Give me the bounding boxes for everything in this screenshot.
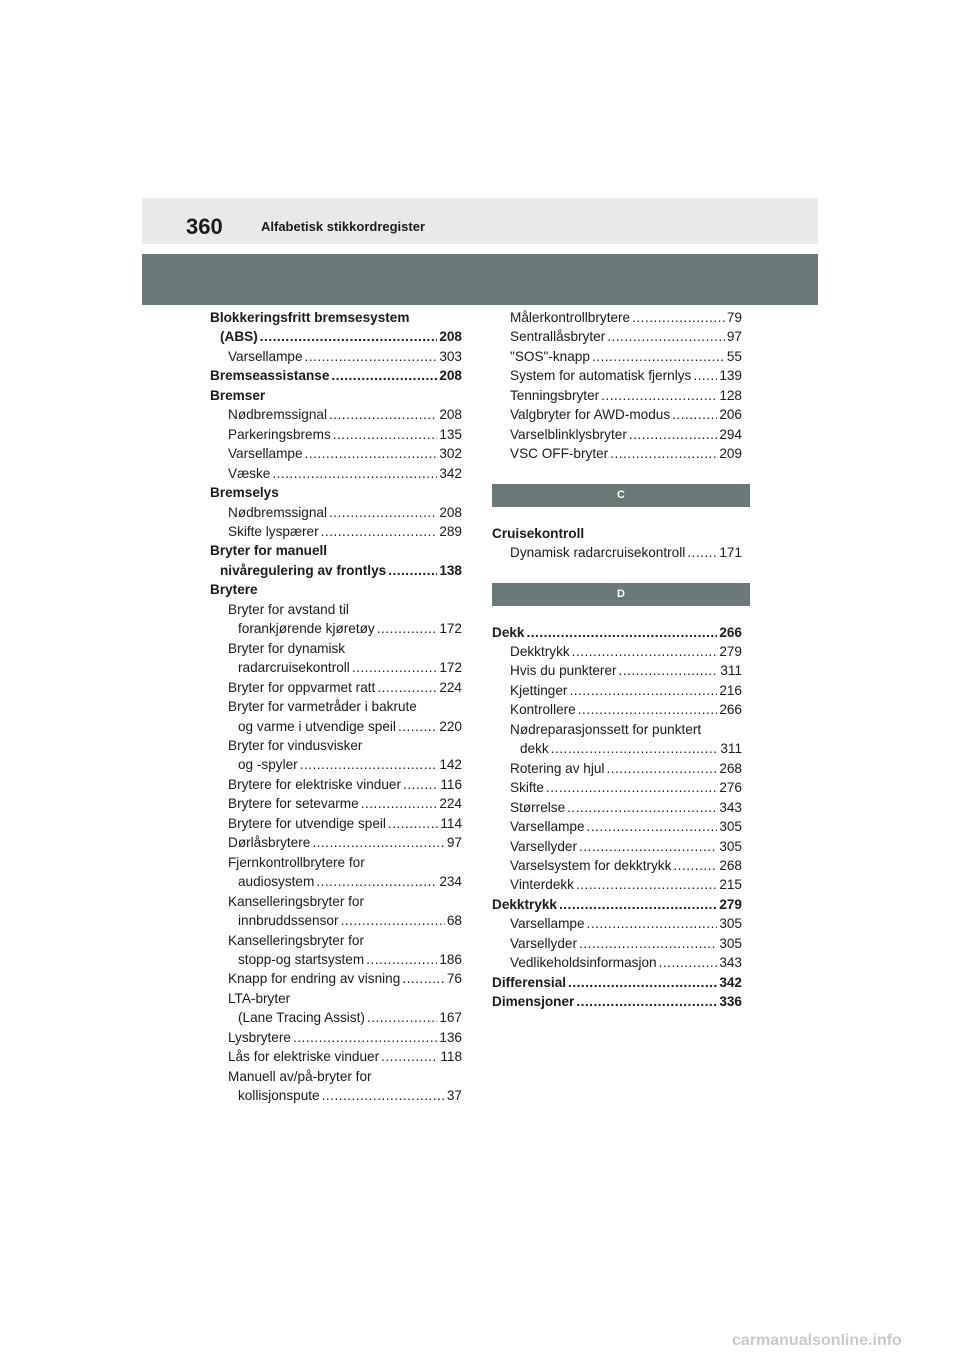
index-entry	[210, 425, 462, 444]
entry-label: og -spyler	[238, 757, 298, 773]
dot-leader	[331, 366, 437, 385]
dot-leader	[272, 464, 437, 483]
dot-leader	[377, 619, 438, 638]
entry-page-number: 343	[719, 955, 742, 971]
index-heading: Manuell av/på-bryter for	[228, 1068, 372, 1084]
entry-label: Varsellampe	[228, 348, 303, 364]
entry-page-number: 208	[439, 504, 462, 520]
entry-label: og varme i utvendige speil	[238, 718, 396, 734]
page-number: 360	[186, 214, 223, 239]
index-entry	[210, 658, 462, 677]
entry-label: Skifte lyspærer	[228, 523, 319, 539]
index-entry	[210, 969, 462, 988]
dot-leader	[527, 623, 718, 642]
entry-label: stopp-og startsystem	[238, 951, 365, 967]
index-heading: Bryter for avstand til	[228, 601, 349, 617]
index-heading: Bryter for varmetråder i bakrute	[228, 699, 417, 715]
index-entry	[210, 678, 462, 697]
entry-label: Væske	[228, 465, 271, 481]
index-heading: Bryter for vindusvisker	[228, 737, 363, 753]
entry-page-number: 224	[439, 796, 462, 812]
entry-page-number: 186	[439, 951, 462, 967]
dot-leader	[366, 950, 437, 969]
index-entry	[210, 794, 462, 813]
entry-page-number: 138	[439, 562, 462, 578]
entry-label: Varsellampe	[510, 819, 585, 835]
entry-label: Nødbremssignal	[228, 504, 327, 520]
dot-leader	[333, 425, 438, 444]
index-entry	[492, 934, 742, 953]
dot-leader	[322, 1086, 445, 1105]
dot-leader	[587, 914, 718, 933]
entry-label: Rotering av hjul	[510, 760, 605, 776]
header-band	[142, 254, 818, 305]
dot-leader	[567, 798, 717, 817]
index-entry	[492, 347, 742, 366]
dot-leader	[610, 444, 717, 463]
entry-label: Dynamisk radarcruisekontroll	[510, 545, 686, 561]
dot-leader	[659, 953, 718, 972]
entry-label: Varselsystem for dekktrykk	[510, 857, 672, 873]
dot-leader	[312, 833, 445, 852]
index-entry	[210, 561, 462, 580]
entry-page-number: 305	[719, 916, 742, 932]
entry-page-number: 215	[719, 877, 742, 893]
entry-label: VSC OFF-bryter	[510, 446, 609, 462]
index-heading: Brytere	[210, 582, 258, 598]
index-entry	[492, 914, 742, 933]
entry-label: Dørlåsbrytere	[228, 835, 311, 851]
dot-leader	[632, 308, 725, 327]
dot-leader	[381, 1047, 438, 1066]
dot-leader	[693, 366, 717, 385]
entry-page-number: 234	[439, 874, 462, 890]
entry-page-number: 128	[719, 387, 742, 403]
entry-page-number: 139	[719, 368, 742, 384]
header-bar	[142, 198, 818, 244]
entry-page-number: 136	[439, 1029, 462, 1045]
entry-page-number: 76	[446, 971, 462, 987]
dot-leader	[321, 522, 438, 541]
entry-label: Lysbrytere	[228, 1029, 291, 1045]
dot-leader	[606, 759, 717, 778]
entry-page-number: 97	[446, 835, 462, 851]
entry-page-number: 311	[720, 663, 742, 679]
entry-page-number: 343	[719, 799, 742, 815]
index-entry	[210, 405, 462, 424]
entry-page-number: 266	[719, 702, 742, 718]
entry-label: Sentrallåsbryter	[510, 329, 606, 345]
dot-leader	[329, 405, 437, 424]
entry-page-number: 114	[440, 815, 462, 831]
index-entry	[210, 950, 462, 969]
dot-leader	[568, 973, 717, 992]
entry-page-number: 268	[719, 857, 742, 873]
dot-leader	[305, 347, 438, 366]
index-entry	[210, 1086, 462, 1105]
entry-label: nivåregulering av frontlys	[220, 562, 387, 578]
entry-label: audiosystem	[238, 874, 315, 890]
dot-leader	[569, 681, 717, 700]
index-entry	[210, 1008, 462, 1027]
dot-leader	[687, 543, 717, 562]
entry-page-number: 279	[719, 643, 742, 659]
entry-page-number: 142	[439, 757, 462, 773]
index-entry	[492, 973, 742, 992]
index-entry	[492, 405, 742, 424]
index-entry	[492, 308, 742, 327]
index-column-left	[210, 308, 462, 1106]
dot-leader	[578, 700, 718, 719]
index-entry	[210, 717, 462, 736]
entry-label: (ABS)	[220, 329, 258, 345]
entry-label: Målerkontrollbrytere	[510, 310, 631, 325]
dot-leader	[587, 817, 718, 836]
index-entry	[492, 444, 742, 463]
index-entry	[492, 875, 742, 894]
entry-page-number: 208	[439, 368, 462, 384]
index-entry	[210, 755, 462, 774]
entry-page-number: 294	[719, 426, 742, 442]
index-entry	[210, 444, 462, 463]
entry-label: Differensial	[492, 974, 567, 990]
entry-page-number: 116	[440, 776, 462, 792]
index-entry	[210, 814, 462, 833]
dot-leader	[673, 856, 717, 875]
dot-leader	[672, 405, 717, 424]
dot-leader	[619, 661, 719, 680]
entry-page-number: 342	[719, 974, 742, 990]
dot-leader	[260, 327, 438, 346]
index-entry	[210, 464, 462, 483]
dot-leader	[352, 658, 437, 677]
entry-page-number: 224	[439, 679, 462, 695]
entry-page-number: 303	[439, 348, 462, 364]
section-header: D	[492, 583, 750, 606]
index-heading: Cruisekontroll	[492, 525, 585, 541]
index-heading: Kanselleringsbryter for	[228, 893, 364, 909]
entry-label: Varselblinklysbryter	[510, 426, 627, 442]
entry-page-number: 171	[719, 545, 742, 561]
entry-label: Skifte	[510, 780, 544, 796]
entry-page-number: 220	[439, 718, 462, 734]
entry-label: radarcruisekontroll	[238, 660, 350, 676]
dot-leader	[402, 969, 445, 988]
entry-label: Varsellampe	[228, 446, 303, 462]
entry-label: Bryter for oppvarmet ratt	[228, 679, 376, 695]
entry-page-number: 342	[439, 465, 462, 481]
dot-leader	[592, 347, 725, 366]
dot-leader	[398, 717, 437, 736]
index-entry	[492, 642, 742, 661]
index-entry	[492, 739, 742, 758]
dot-leader	[559, 895, 717, 914]
index-entry	[492, 817, 742, 836]
dot-leader	[551, 739, 719, 758]
entry-page-number: 276	[719, 780, 742, 796]
entry-label: Valgbryter for AWD-modus	[510, 407, 671, 423]
entry-page-number: 209	[719, 446, 742, 462]
entry-page-number: 305	[719, 819, 742, 835]
entry-label: Varsellampe	[510, 916, 585, 932]
entry-page-number: 68	[446, 913, 462, 929]
index-entry	[210, 833, 462, 852]
dot-leader	[388, 561, 437, 580]
entry-label: Kontrollere	[510, 702, 576, 718]
entry-page-number: 311	[720, 741, 742, 757]
index-entry	[492, 681, 742, 700]
index-heading: Bryter for manuell	[210, 543, 328, 559]
index-entry	[492, 366, 742, 385]
entry-label: Vedlikeholdsinformasjon	[510, 955, 657, 971]
chapter-title: Alfabetisk stikkordregister	[261, 219, 426, 234]
entry-page-number: 266	[719, 624, 742, 640]
entry-page-number: 208	[439, 329, 462, 345]
dot-leader	[601, 386, 717, 405]
entry-label: innbruddssensor	[238, 913, 339, 929]
entry-label: dekk	[520, 741, 549, 757]
entry-label: Varsellyder	[510, 935, 577, 951]
index-entry	[492, 953, 742, 972]
entry-page-number: 37	[446, 1088, 462, 1104]
dot-leader	[361, 794, 438, 813]
entry-label: Størrelse	[510, 799, 566, 815]
dot-leader	[576, 992, 717, 1011]
entry-page-number: 97	[726, 329, 742, 345]
index-entry	[492, 543, 742, 562]
dot-leader	[293, 1028, 437, 1047]
entry-page-number: 118	[440, 1049, 462, 1065]
index-entry	[210, 619, 462, 638]
entry-label: Hvis du punkterer	[510, 663, 617, 679]
entry-page-number: 305	[719, 838, 742, 854]
entry-label: Varsellyder	[510, 838, 577, 854]
index-entry	[210, 1028, 462, 1047]
index-heading: Blokkeringsfritt bremsesystem	[210, 310, 410, 325]
index-heading: Kanselleringsbryter for	[228, 932, 364, 948]
index-entry	[210, 522, 462, 541]
entry-page-number: 79	[726, 310, 742, 325]
index-entry	[492, 661, 742, 680]
index-entry	[492, 778, 742, 797]
index-entry	[210, 872, 462, 891]
index-entry	[492, 856, 742, 875]
dot-leader	[403, 775, 438, 794]
entry-label: forankjørende kjøretøy	[238, 621, 375, 637]
entry-label: System for automatisk fjernlys	[510, 368, 692, 384]
entry-label: Tenningsbryter	[510, 387, 600, 403]
entry-label: Dekktrykk	[510, 643, 570, 659]
index-entry	[210, 327, 462, 346]
dot-leader	[377, 678, 437, 697]
entry-page-number: 302	[439, 446, 462, 462]
entry-label: Vinterdekk	[510, 877, 574, 893]
dot-leader	[607, 327, 725, 346]
dot-leader	[388, 814, 438, 833]
entry-page-number: 216	[719, 682, 742, 698]
index-entry	[492, 425, 742, 444]
entry-page-number: 55	[726, 348, 742, 364]
entry-label: "SOS"-knapp	[510, 348, 590, 364]
index-entry	[210, 911, 462, 930]
dot-leader	[572, 642, 718, 661]
index-entry	[492, 327, 742, 346]
index-entry	[492, 759, 742, 778]
entry-label: Kjettinger	[510, 682, 568, 698]
dot-leader	[316, 872, 437, 891]
entry-page-number: 206	[719, 407, 742, 423]
index-heading: Bryter for dynamisk	[228, 640, 346, 656]
entry-page-number: 279	[719, 896, 742, 912]
entry-label: Parkeringsbrems	[228, 426, 331, 442]
dot-leader	[546, 778, 717, 797]
entry-label: Dimensjoner	[492, 994, 575, 1010]
index-entry	[210, 775, 462, 794]
entry-label: Brytere for setevarme	[228, 796, 359, 812]
entry-page-number: 208	[439, 407, 462, 423]
entry-page-number: 336	[719, 994, 742, 1010]
index-entry	[210, 1047, 462, 1066]
entry-label: Lås for elektriske vinduer	[228, 1049, 380, 1065]
entry-label: Brytere for utvendige speil	[228, 815, 386, 831]
index-heading: Fjernkontrollbrytere for	[228, 854, 365, 870]
entry-page-number: 305	[719, 935, 742, 951]
index-entry	[210, 503, 462, 522]
entry-label: Dekktrykk	[492, 896, 557, 912]
watermark: carmanualsonline.info	[732, 1332, 902, 1349]
section-header: C	[492, 484, 750, 507]
dot-leader	[576, 875, 717, 894]
entry-label: Bremseassistanse	[210, 368, 330, 384]
entry-page-number: 268	[719, 760, 742, 776]
entry-label: Dekk	[492, 624, 525, 640]
entry-page-number: 172	[439, 660, 462, 676]
dot-leader	[305, 444, 438, 463]
entry-page-number: 172	[439, 621, 462, 637]
entry-label: Nødbremssignal	[228, 407, 327, 423]
entry-page-number: 135	[439, 426, 462, 442]
index-entry	[492, 992, 742, 1011]
entry-label: (Lane Tracing Assist)	[238, 1010, 365, 1026]
entry-page-number: 289	[439, 523, 462, 539]
entry-label: kollisjonspute	[238, 1088, 320, 1104]
dot-leader	[579, 837, 717, 856]
dot-leader	[579, 934, 717, 953]
entry-label: Knapp for endring av visning	[228, 971, 401, 987]
dot-leader	[329, 503, 437, 522]
entry-label: Brytere for elektriske vinduer	[228, 776, 402, 792]
index-heading: Bremselys	[210, 485, 279, 501]
index-heading: LTA-bryter	[228, 990, 291, 1006]
index-entry	[210, 366, 462, 385]
dot-leader	[367, 1008, 437, 1027]
dot-leader	[341, 911, 445, 930]
index-heading: Nødreparasjonssett for punktert	[510, 721, 702, 737]
entry-page-number: 167	[439, 1010, 462, 1026]
index-heading: Bremser	[210, 387, 266, 403]
index-column-right	[492, 308, 742, 1012]
index-entry	[492, 700, 742, 719]
dot-leader	[629, 425, 717, 444]
index-entry	[492, 798, 742, 817]
index-entry	[492, 837, 742, 856]
index-entry	[210, 347, 462, 366]
index-entry	[492, 623, 742, 642]
index-entry	[492, 895, 742, 914]
dot-leader	[300, 755, 438, 774]
index-entry	[492, 386, 742, 405]
